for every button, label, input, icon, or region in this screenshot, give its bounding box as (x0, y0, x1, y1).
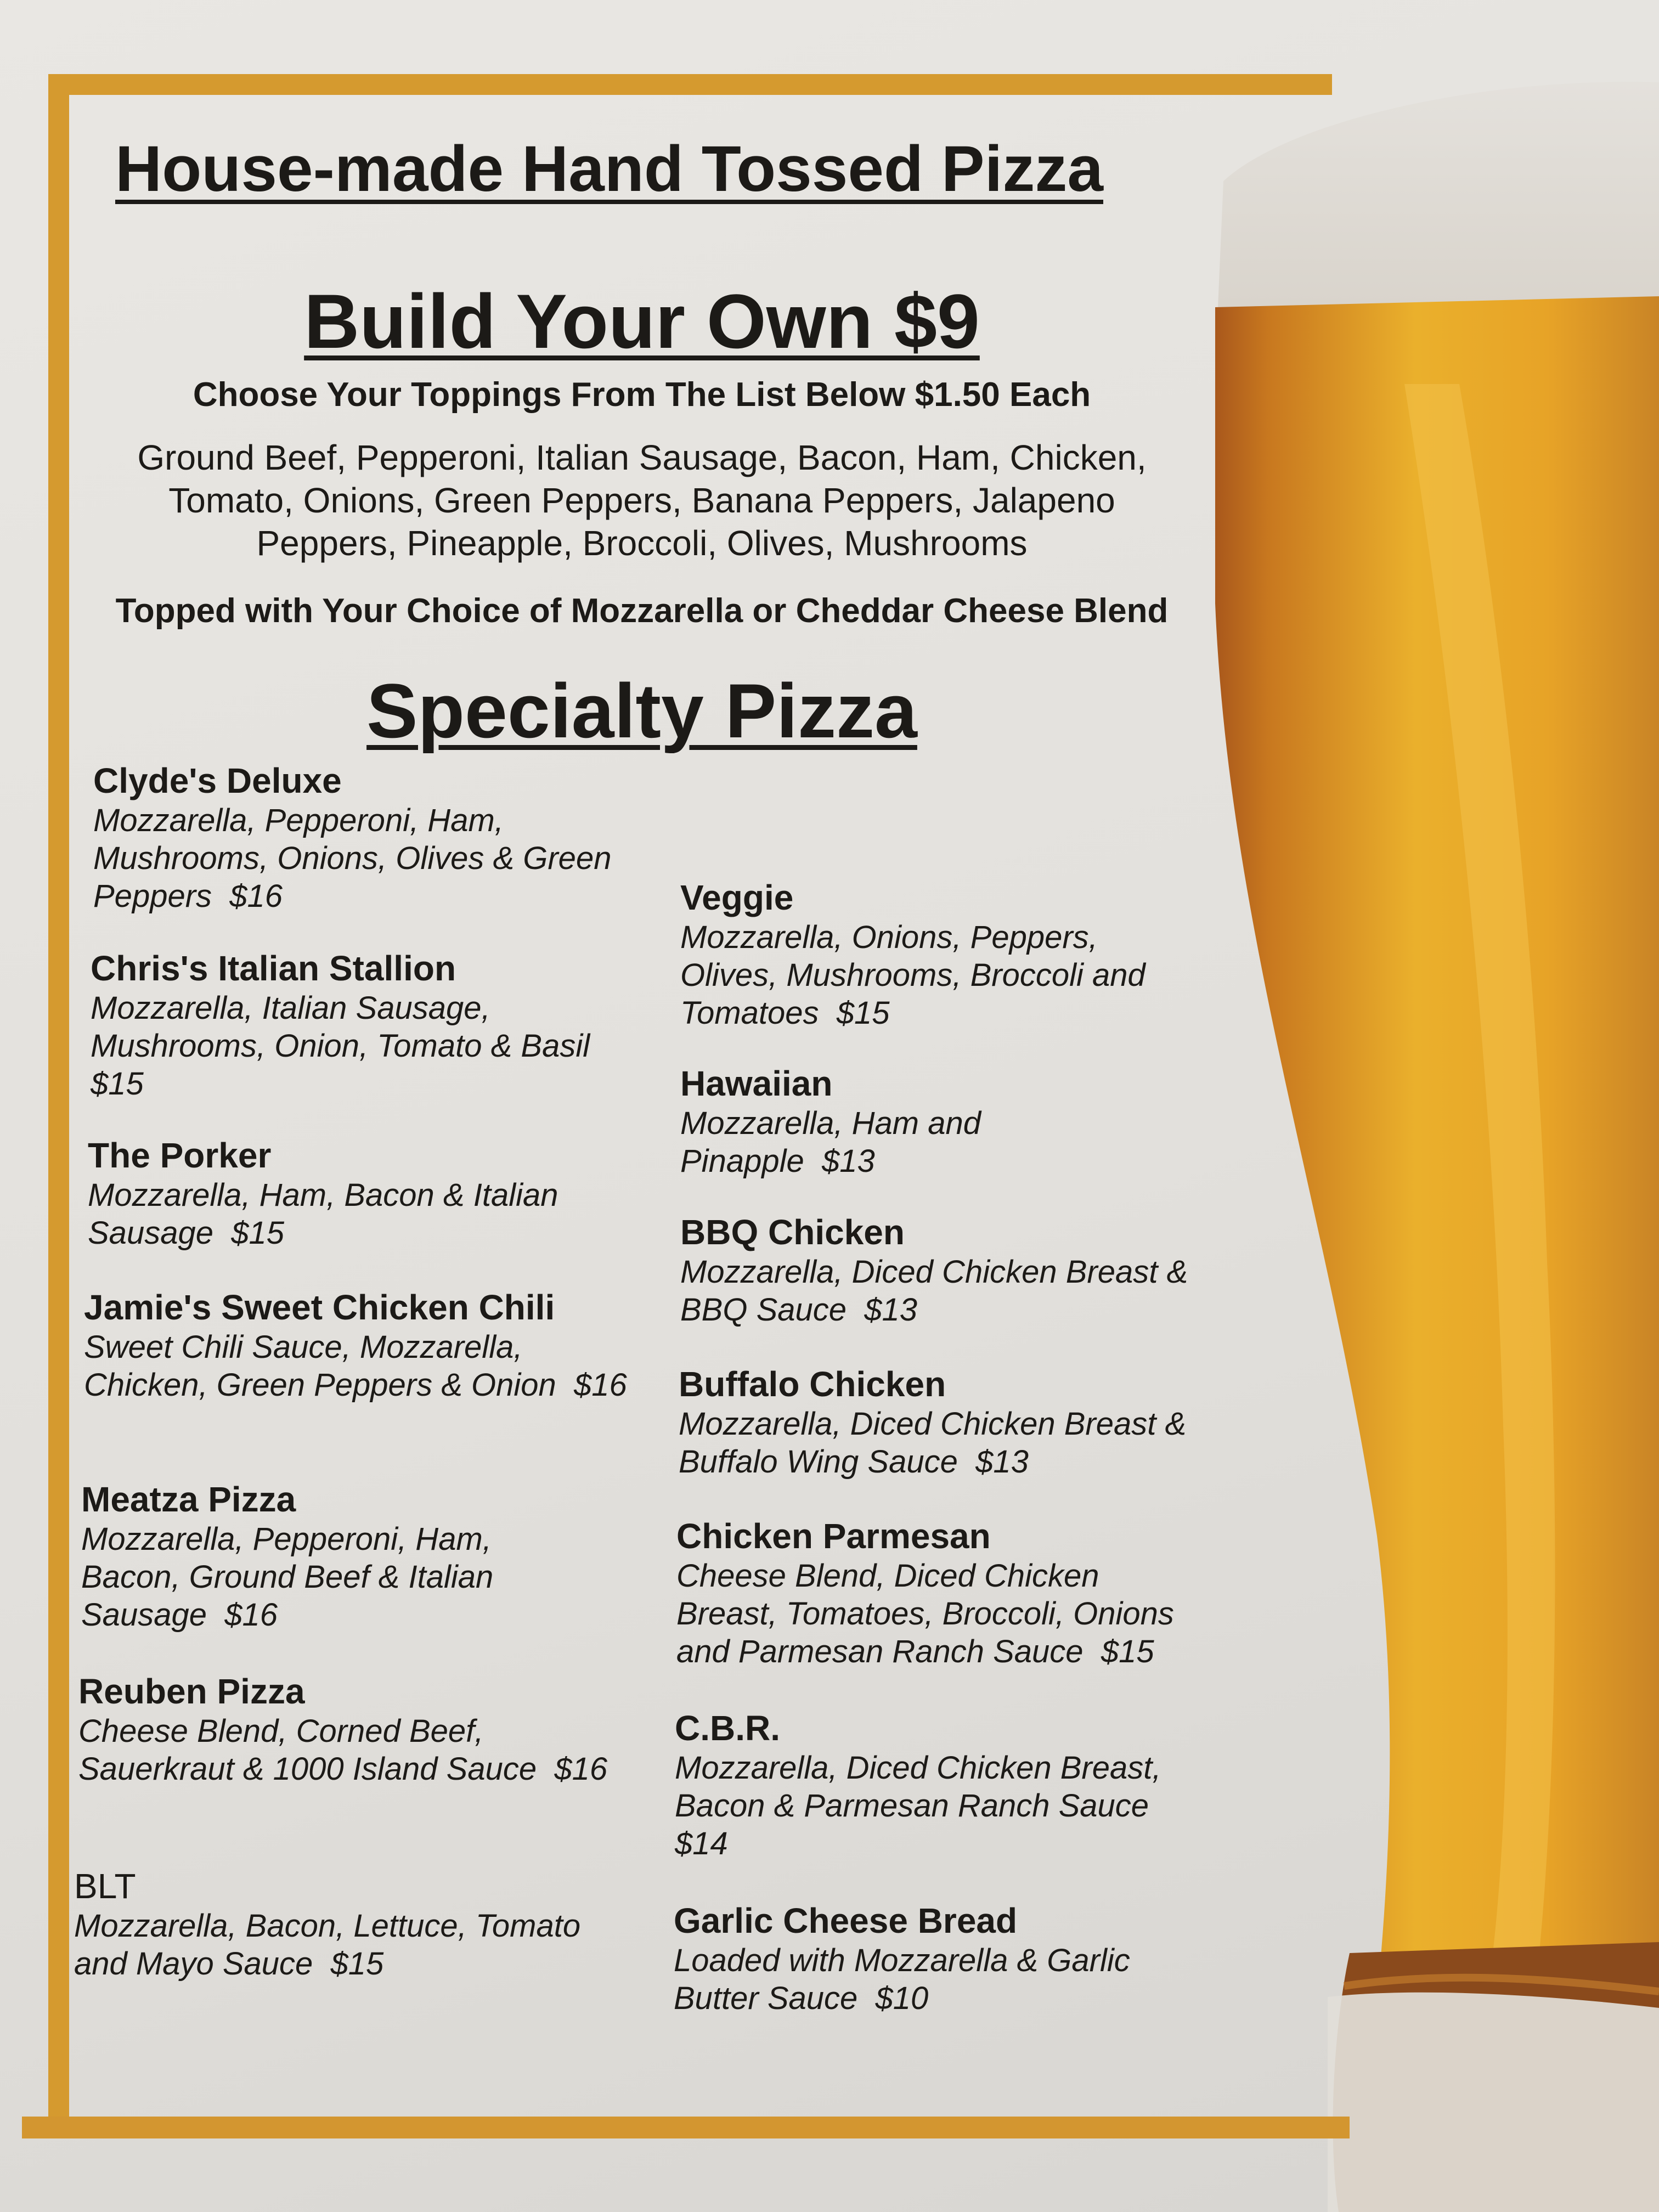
menu-item-reuben-pizza (78, 1671, 627, 1788)
menu-item-price: $16 (554, 1751, 608, 1787)
menu-item-meatza-pizza (81, 1479, 575, 1634)
menu-item-name: Chicken Parmesan (676, 1516, 991, 1556)
frame-bottom-border (22, 2117, 1350, 2138)
menu-item-name: Jamie's Sweet Chicken Chili (84, 1288, 555, 1327)
menu-item-name: BBQ Chicken (680, 1212, 905, 1252)
menu-item-garlic-cheese-bread (674, 1900, 1178, 2017)
menu-item-price: $15 (91, 1066, 144, 1102)
menu-item-name: Clyde's Deluxe (93, 761, 342, 800)
menu-item-description: Sweet Chili Sauce, Mozzarella, Chicken, Green Peppers & Onion (84, 1329, 556, 1403)
menu-item-hawaiian (680, 1063, 1119, 1180)
build-your-own-heading: Build Your Own $9 (304, 278, 980, 364)
menu-item-name: BLT (74, 1866, 136, 1906)
menu-title: House-made Hand Tossed Pizza (115, 133, 1103, 205)
frame-top-border (48, 74, 1332, 95)
menu-item-description: Cheese Blend, Corned Beef, Sauerkraut & 1000 Island Sauce (78, 1713, 537, 1787)
menu-item-name: Reuben Pizza (78, 1672, 305, 1711)
build-your-own-subheading: Choose Your Toppings From The List Below $1.50 Each (193, 376, 1091, 414)
menu-item-name: C.B.R. (675, 1708, 780, 1748)
menu-item-description: Mozzarella, Diced Chicken Breast, Bacon & Parmesan Ranch Sauce (675, 1750, 1161, 1824)
menu-item-price: $15 (1101, 1634, 1154, 1669)
toppings-line: Peppers, Pineapple, Broccoli, Olives, Mushrooms (256, 523, 1028, 563)
menu-item-name: Chris's Italian Stallion (91, 949, 456, 988)
menu-item-price: $16 (224, 1597, 278, 1633)
menu-item-clydes-deluxe (93, 760, 631, 915)
menu-item-description: Mozzarella, Bacon, Lettuce, Tomato and Mayo Sauce (74, 1908, 581, 1982)
menu-item-jamies-sweet-chicken-chili (84, 1286, 633, 1404)
menu-item-description: Mozzarella, Pepperoni, Ham, Bacon, Ground Beef & Italian Sausage (81, 1521, 494, 1633)
menu-item-description: Mozzarella, Italian Sausage, Mushrooms, Onion, Tomato & Basil (91, 990, 590, 1064)
cheese-note: Topped with Your Choice of Mozzarella or Cheddar Cheese Blend (115, 592, 1169, 630)
menu-item-price: $16 (574, 1367, 627, 1403)
menu-item-blt (74, 1865, 623, 1983)
toppings-line: Ground Beef, Pepperoni, Italian Sausage, Bacon, Ham, Chicken, (137, 438, 1147, 477)
menu-item-veggie (680, 877, 1163, 1032)
menu-item-the-porker (88, 1135, 614, 1252)
menu-item-description: Cheese Blend, Diced Chicken Breast, Tomatoes, Broccoli, Onions and Parmesan Ranch Sauce (676, 1558, 1174, 1669)
toppings-line: Tomato, Onions, Green Peppers, Banana Peppers, Jalapeno (168, 481, 1115, 520)
menu-item-description: Loaded with Mozzarella & Garlic Butter Sauce (674, 1943, 1130, 2016)
menu-item-price: $13 (975, 1444, 1029, 1480)
menu-item-bbq-chicken (680, 1211, 1207, 1329)
glass-base-reflection (1328, 1993, 1659, 2212)
menu-item-price: $13 (821, 1143, 875, 1179)
menu-item-price: $15 (330, 1946, 384, 1982)
menu-item-description: Mozzarella, Ham and Pinapple (680, 1105, 981, 1179)
menu-item-price: $16 (229, 878, 283, 914)
menu-item-name: Hawaiian (680, 1064, 833, 1103)
menu-item-name: Meatza Pizza (81, 1480, 296, 1519)
menu-item-price: $15 (231, 1215, 284, 1251)
specialty-pizza-heading: Specialty Pizza (366, 668, 917, 754)
menu-item-price: $13 (864, 1292, 918, 1328)
menu-item-description: Mozzarella, Onions, Peppers, Olives, Mushrooms, Broccoli and Tomatoes (680, 919, 1146, 1031)
menu-item-name: Buffalo Chicken (679, 1364, 946, 1404)
menu-item-description: Mozzarella, Ham, Bacon & Italian Sausage (88, 1177, 558, 1251)
beer-foam (1218, 82, 1659, 307)
menu-item-name: Veggie (680, 878, 794, 917)
menu-item-price: $10 (875, 1980, 929, 2016)
menu-item-name: The Porker (88, 1136, 272, 1175)
menu-item-name: Garlic Cheese Bread (674, 1901, 1018, 1940)
menu-item-cbr (675, 1707, 1180, 1863)
menu-item-price: $14 (675, 1826, 728, 1861)
menu-item-buffalo-chicken (679, 1363, 1205, 1481)
menu-item-chriss-italian-stallion (91, 947, 628, 1103)
menu-item-description: Mozzarella, Diced Chicken Breast & BBQ Sauce (680, 1254, 1188, 1328)
menu-item-description: Mozzarella, Diced Chicken Breast & Buffalo Wing Sauce (679, 1406, 1187, 1480)
menu-item-chicken-parmesan (676, 1515, 1203, 1671)
menu-item-price: $15 (836, 995, 890, 1031)
toppings-list (0, 436, 1284, 565)
menu-item-description: Mozzarella, Pepperoni, Ham, Mushrooms, Onions, Olives & Green Peppers (93, 803, 612, 914)
